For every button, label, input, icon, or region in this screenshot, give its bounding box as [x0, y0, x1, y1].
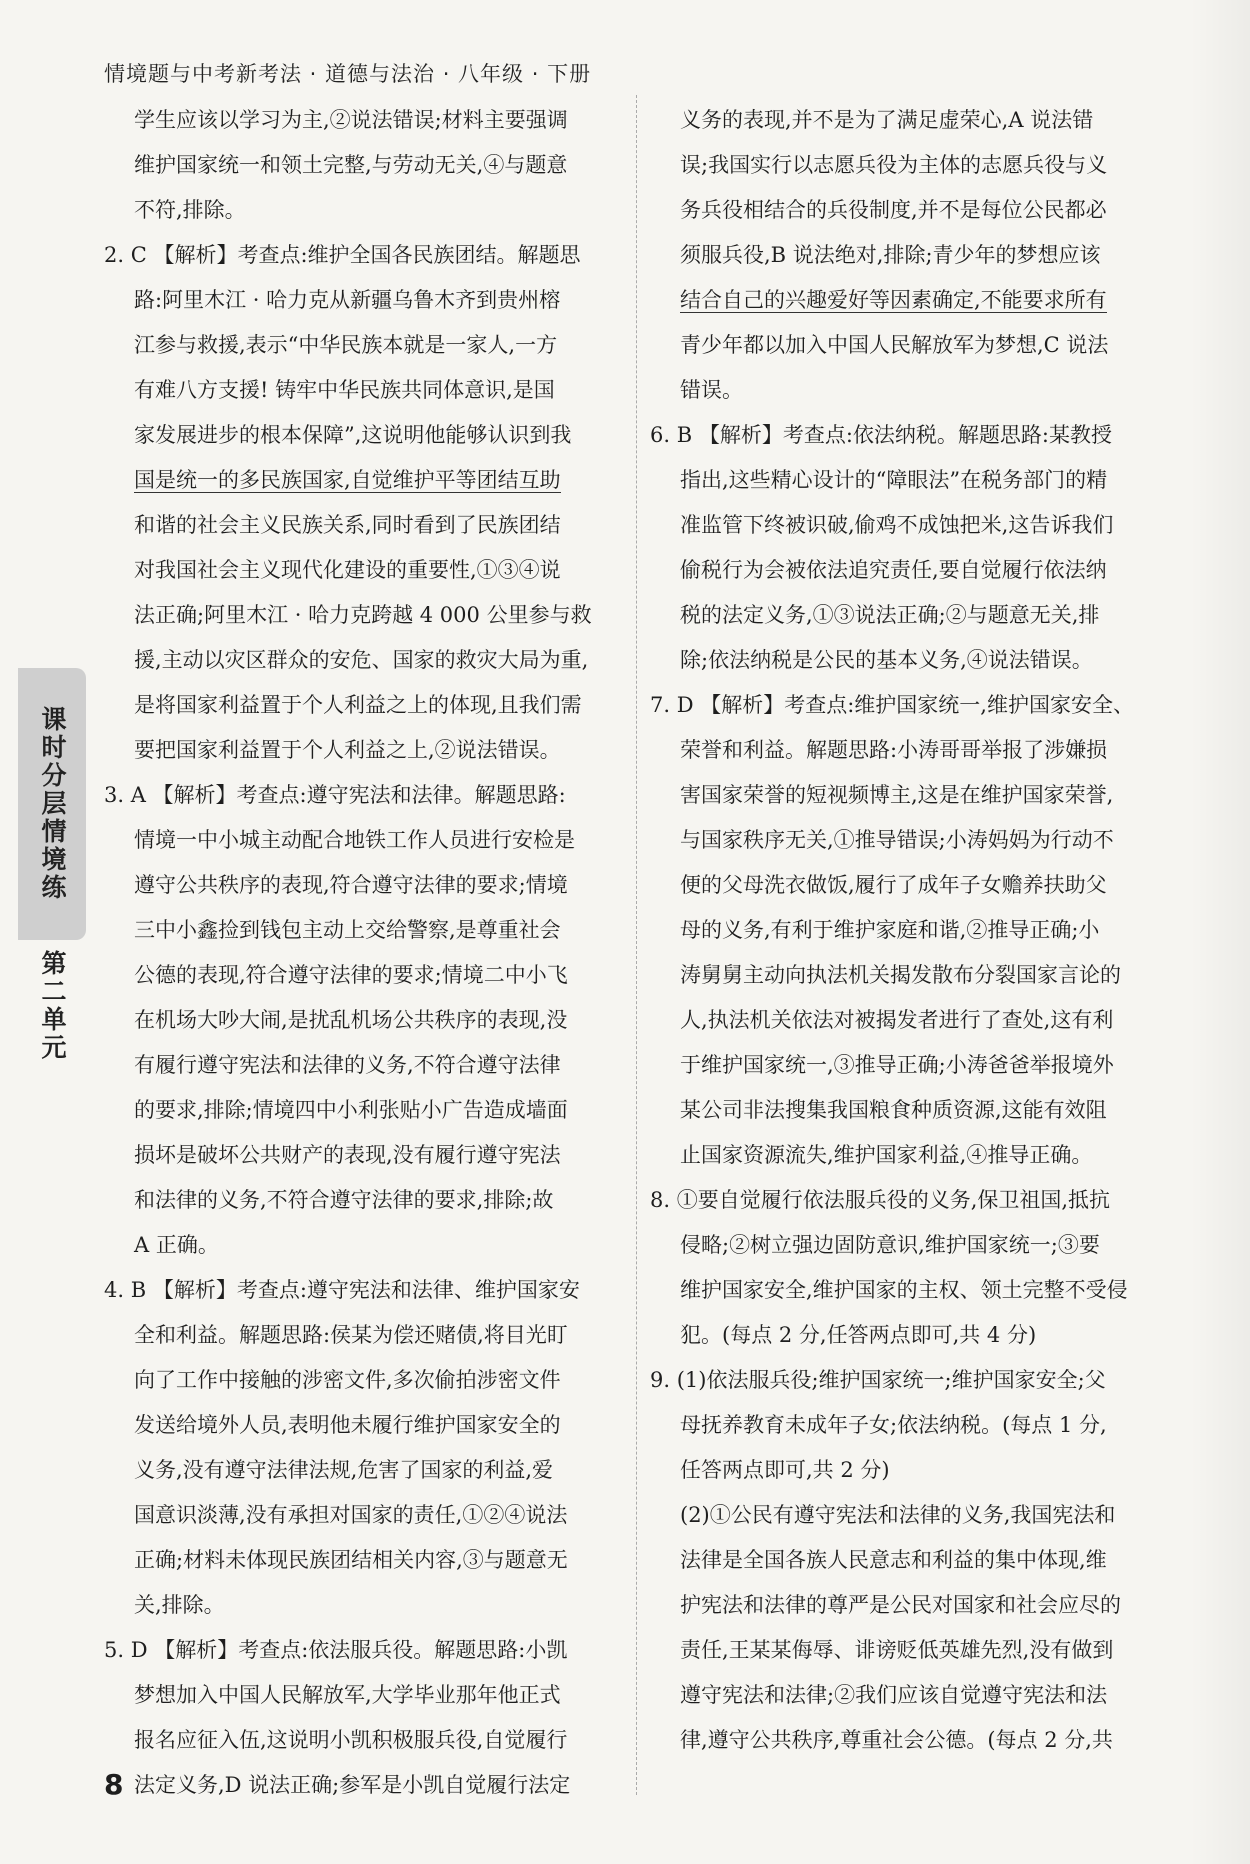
text-line: 维护国家安全,维护国家的主权、领土完整不受侵: [680, 1278, 1128, 1302]
text-line: 对我国社会主义现代化建设的重要性,①③④说: [134, 558, 561, 582]
text-line: 不符,排除。: [134, 198, 246, 222]
text-line: 涛舅舅主动向执法机关揭发散布分裂国家言论的: [680, 963, 1121, 987]
text-line: 务兵役相结合的兵役制度,并不是每位公民都必: [680, 198, 1107, 222]
column-divider: [636, 95, 637, 1795]
text-line: 江参与救援,表示“中华民族本就是一家人,一方: [134, 333, 558, 357]
text-line: 义务的表现,并不是为了满足虚荣心,A 说法错: [680, 108, 1094, 132]
text-line: 便的父母洗衣做饭,履行了成年子女赡养扶助父: [680, 873, 1107, 897]
text-line: 律,遵守公共秩序,尊重社会公德。(每点 2 分,共: [680, 1728, 1113, 1752]
running-header: 情境题与中考新考法 · 道德与法治 · 八年级 · 下册: [104, 62, 592, 86]
text-line: 护宪法和法律的尊严是公民对国家和社会应尽的: [680, 1593, 1121, 1617]
text-line: 义务,没有遵守法律法规,危害了国家的利益,爱: [134, 1458, 554, 1482]
text-line: 的要求,排除;情境四中小利张贴小广告造成墙面: [134, 1098, 568, 1122]
side-unit-label: 第二单元: [38, 950, 67, 1062]
answer-9-line: 9. (1)依法服兵役;维护国家统一;维护国家安全;父: [650, 1368, 1106, 1392]
text-line: 青少年都以加入中国人民解放军为梦想,C 说法: [680, 333, 1109, 357]
text-line: 维护国家统一和领土完整,与劳动无关,④与题意: [134, 153, 568, 177]
side-unit: [18, 950, 86, 1100]
text-line: 税的法定义务,①③说法正确;②与题意无关,排: [680, 603, 1100, 627]
text-line: 家发展进步的根本保障”,这说明他能够认识到我: [134, 423, 572, 447]
text-line: 指出,这些精心设计的“障眼法”在税务部门的精: [680, 468, 1108, 492]
text-line: 于维护国家统一,③推导正确;小涛爸爸举报境外: [680, 1053, 1114, 1077]
text-line: 报名应征入伍,这说明小凯积极服兵役,自觉履行: [134, 1728, 568, 1752]
text-line: 关,排除。: [134, 1593, 225, 1617]
text-line: (2)①公民有遵守宪法和法律的义务,我国宪法和: [680, 1503, 1116, 1527]
answer-7-line: 7. D 【解析】考查点:维护国家统一,维护国家安全、: [650, 693, 1134, 717]
text-line: 责任,王某某侮辱、诽谤贬低英雄先烈,没有做到: [680, 1638, 1114, 1662]
text-line: 援,主动以灾区群众的安危、国家的救灾大局为重,: [134, 648, 589, 672]
text-line: 法律是全国各族人民意志和利益的集中体现,维: [680, 1548, 1107, 1572]
text-line: 任答两点即可,共 2 分): [680, 1458, 890, 1482]
text-line: 情境一中小城主动配合地铁工作人员进行安检是: [134, 828, 575, 852]
text-line: 法正确;阿里木江 · 哈力克跨越 4 000 公里参与救: [134, 603, 592, 627]
text-line: 误;我国实行以志愿兵役为主体的志愿兵役与义: [680, 153, 1108, 177]
text-line: 公德的表现,符合遵守法律的要求;情境二中小飞: [134, 963, 568, 987]
answer-4-line: 4. B 【解析】考查点:遵守宪法和法律、维护国家安: [104, 1278, 580, 1302]
side-tab-label: 课时分层情境练: [38, 706, 67, 902]
text-line: 母的义务,有利于维护家庭和谐,②推导正确;小: [680, 918, 1100, 942]
right-column: [650, 98, 1175, 1763]
text-line: 有履行遵守宪法和法律的义务,不符合遵守法律: [134, 1053, 561, 1077]
text-line: 有难八方支援! 铸牢中华民族共同体意识,是国: [134, 378, 555, 402]
text-line: 在机场大吵大闹,是扰乱机场公共秩序的表现,没: [134, 1008, 568, 1032]
side-tab: [18, 668, 86, 940]
answer-8-line: 8. ①要自觉履行依法服兵役的义务,保卫祖国,抵抗: [650, 1188, 1111, 1212]
text-line: 母抚养教育未成年子女;依法纳税。(每点 1 分,: [680, 1413, 1107, 1437]
answer-6-line: 6. B 【解析】考查点:依法纳税。解题思路:某教授: [650, 423, 1112, 447]
left-column: [104, 98, 624, 1808]
text-line: 全和利益。解题思路:侯某为偿还赌债,将目光盯: [134, 1323, 568, 1347]
text-line: 止国家资源流失,维护国家利益,④推导正确。: [680, 1143, 1093, 1167]
text-line: 某公司非法搜集我国粮食种质资源,这能有效阻: [680, 1098, 1107, 1122]
text-line: 荣誉和利益。解题思路:小涛哥哥举报了涉嫌损: [680, 738, 1108, 762]
text-line: 是将国家利益置于个人利益之上的体现,且我们需: [134, 693, 582, 717]
text-line: 错误。: [680, 378, 743, 402]
text-line: 梦想加入中国人民解放军,大学毕业那年他正式: [134, 1683, 561, 1707]
underlined-text: 国是统一的多民族国家,自觉维护平等团结互助: [134, 468, 561, 492]
text-line: 学生应该以学习为主,②说法错误;材料主要强调: [134, 108, 568, 132]
text-line: 除;依法纳税是公民的基本义务,④说法错误。: [680, 648, 1093, 672]
text-line: A 正确。: [134, 1233, 219, 1257]
text-line: 害国家荣誉的短视频博主,这是在维护国家荣誉,: [680, 783, 1114, 807]
text-line: 遵守宪法和法律;②我们应该自觉遵守宪法和法: [680, 1683, 1108, 1707]
text-line: 发送给境外人员,表明他未履行维护国家安全的: [134, 1413, 561, 1437]
underlined-text: 结合自己的兴趣爱好等因素确定,不能要求所有: [680, 288, 1107, 312]
text-line: 人,执法机关依法对被揭发者进行了查处,这有利: [680, 1008, 1114, 1032]
text-line: 损坏是破坏公共财产的表现,没有履行遵守宪法: [134, 1143, 561, 1167]
text-line: 三中小鑫捡到钱包主动上交给警察,是尊重社会: [134, 918, 561, 942]
text-line: 和法律的义务,不符合遵守法律的要求,排除;故: [134, 1188, 554, 1212]
text-line: 正确;材料未体现民族团结相关内容,③与题意无: [134, 1548, 568, 1572]
answer-2-line: 2. C 【解析】考查点:维护全国各民族团结。解题思: [104, 243, 581, 267]
text-line: 须服兵役,B 说法绝对,排除;青少年的梦想应该: [680, 243, 1101, 267]
text-line: 路:阿里木江 · 哈力克从新疆乌鲁木齐到贵州榕: [134, 288, 561, 312]
page-number: 8: [104, 1768, 124, 1801]
text-line: 侵略;②树立强边固防意识,维护国家统一;③要: [680, 1233, 1100, 1257]
answer-5-line: 5. D 【解析】考查点:依法服兵役。解题思路:小凯: [104, 1638, 568, 1662]
text-line: 向了工作中接触的涉密文件,多次偷拍涉密文件: [134, 1368, 561, 1392]
page-edge-shade: [1190, 0, 1250, 1864]
underlined-line: [650, 278, 1175, 323]
text-line: 和谐的社会主义民族关系,同时看到了民族团结: [134, 513, 561, 537]
text-line: 国意识淡薄,没有承担对国家的责任,①②④说法: [134, 1503, 568, 1527]
text-line: 遵守公共秩序的表现,符合遵守法律的要求;情境: [134, 873, 568, 897]
text-line: 犯。(每点 2 分,任答两点即可,共 4 分): [680, 1323, 1037, 1347]
text-line: 偷税行为会被依法追究责任,要自觉履行依法纳: [680, 558, 1107, 582]
text-line: 准监管下终被识破,偷鸡不成蚀把米,这告诉我们: [680, 513, 1114, 537]
text-line: 法定义务,D 说法正确;参军是小凯自觉履行法定: [134, 1773, 571, 1797]
text-line: 与国家秩序无关,①推导错误;小涛妈妈为行动不: [680, 828, 1114, 852]
underlined-line: [104, 458, 624, 503]
answer-3-line: 3. A 【解析】考查点:遵守宪法和法律。解题思路:: [104, 783, 566, 807]
text-line: 要把国家利益置于个人利益之上,②说法错误。: [134, 738, 561, 762]
